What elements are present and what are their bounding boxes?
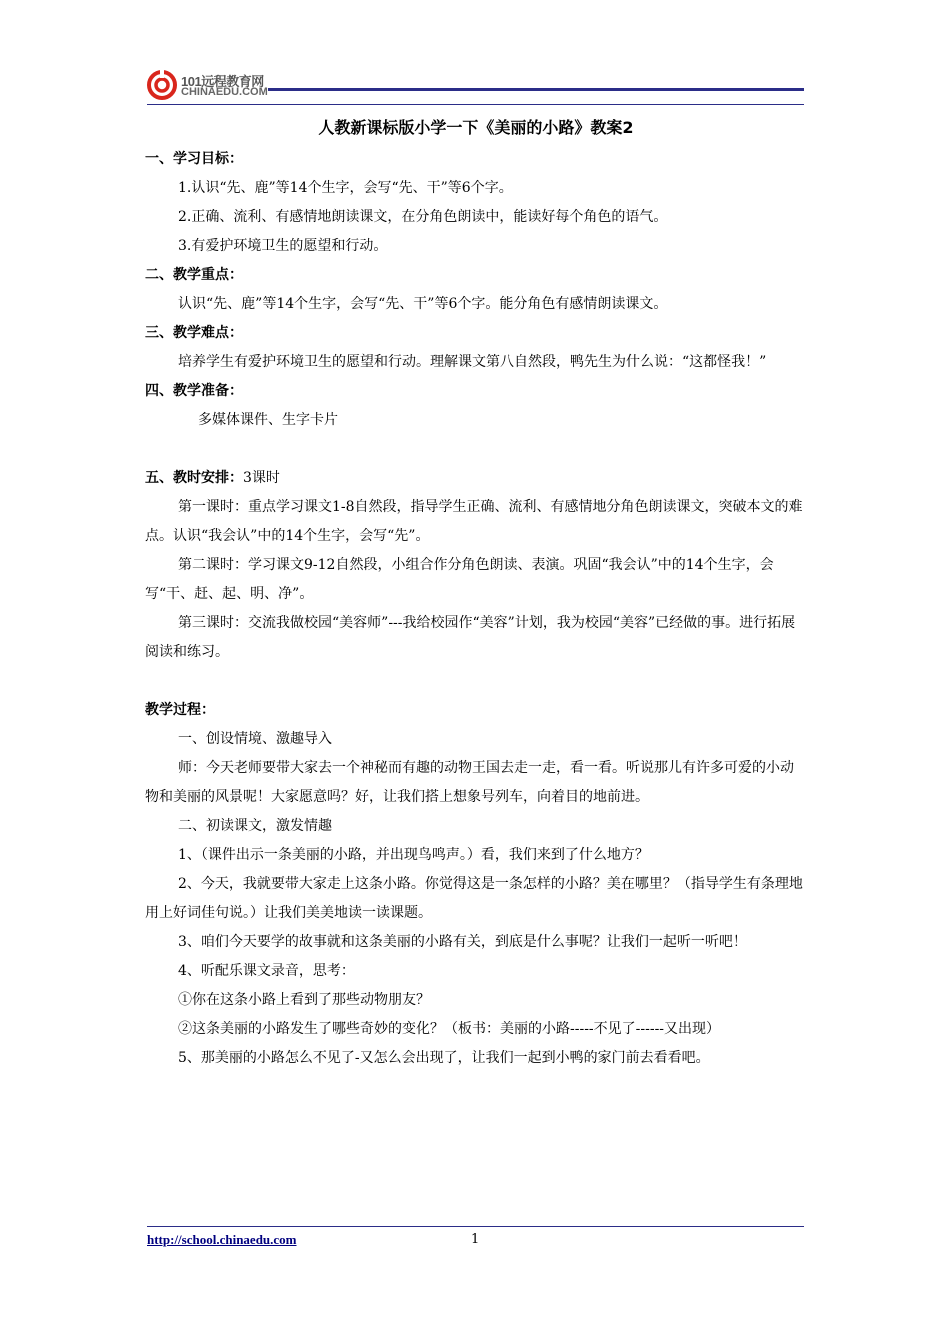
preparation-text: 多媒体课件、生字卡片 <box>198 412 338 428</box>
schedule-value: 3课时 <box>243 470 280 486</box>
footer-divider <box>147 1226 804 1227</box>
goal-item: 3.有爱护环境卫生的愿望和行动。 <box>178 238 388 254</box>
process-item: ①你在这条小路上看到了那些动物朋友？ <box>178 992 430 1008</box>
logo-text-en: CHINAEDU.COM <box>181 86 268 98</box>
process-item: ②这条美丽的小路发生了哪些奇妙的变化？（板书：美丽的小路-----不见了------又出现） <box>178 1021 721 1037</box>
process-item: 师：今天老师要带大家去一个神秘而有趣的动物王国去走一走，看一看。听说那儿有许多可爱的小动物和美丽的风景呢！大家愿意吗？好，让我们搭上想象号列车，向着目的地前进。 <box>145 760 794 805</box>
schedule-item: 第三课时：交流我做校园“美容师”---我给校园作“美容”计划，我为校园“美容”已经做的事。进行拓展阅读和练习。 <box>145 615 796 660</box>
difficulty-text: 培养学生有爱护环境卫生的愿望和行动。理解课文第八自然段，鸭先生为什么说：“这都怪我！” <box>178 354 767 370</box>
goal-item: 2.正确、流利、有感情地朗读课文，在分角色朗读中，能读好每个角色的语气。 <box>178 209 668 225</box>
process-item: 二、初读课文，激发情趣 <box>178 818 332 834</box>
focus-text: 认识“先、鹿”等14个生字，会写“先、干”等6个字。能分角色有感情朗读课文。 <box>178 296 668 312</box>
section-heading-goals: 一、学习目标： <box>145 151 243 167</box>
section-heading-process: 教学过程： <box>145 702 215 718</box>
schedule-line <box>145 464 807 493</box>
schedule-item: 第一课时：重点学习课文1-8自然段，指导学生正确、流利、有感情地分角色朗读课文，突破本文的难点。认识“我会认”中的14个生字，会写“先”。 <box>145 499 803 544</box>
document-title: 人教新课标版小学一下《美丽的小路》教案2 <box>318 118 634 137</box>
document-body <box>145 116 807 1073</box>
header-rule <box>268 88 804 91</box>
page-number: 1 <box>471 1232 480 1247</box>
section-heading-difficulty: 三、教学难点： <box>145 325 243 341</box>
process-item: 一、创设情境、激趣导入 <box>178 731 332 747</box>
process-item: 1、（课件出示一条美丽的小路，并出现鸟鸣声。）看，我们来到了什么地方？ <box>178 847 649 863</box>
logo-mark-icon <box>147 70 177 100</box>
header-divider <box>147 104 804 105</box>
section-heading-schedule: 五、教时安排： <box>145 470 243 486</box>
goal-item: 1.认识“先、鹿”等14个生字，会写“先、干”等6个字。 <box>178 180 513 196</box>
schedule-item: 第二课时：学习课文9-12自然段，小组合作分角色朗读、表演。巩固“我会认”中的14个生字，会写“干、赶、起、明、净”。 <box>145 557 774 602</box>
process-item: 3、咱们今天要学的故事就和这条美丽的小路有关，到底是什么事呢？让我们一起听一听吧！ <box>178 934 747 950</box>
process-item: 2、今天，我就要带大家走上这条小路。你觉得这是一条怎样的小路？美在哪里？（指导学生有条理地用上好词佳句说。）让我们美美地读一读课题。 <box>145 876 803 921</box>
section-heading-focus: 二、教学重点： <box>145 267 243 283</box>
process-item: 5、那美丽的小路怎么不见了-又怎么会出现了，让我们一起到小鸭的家门前去看看吧。 <box>178 1050 710 1066</box>
section-heading-preparation: 四、教学准备： <box>145 383 243 399</box>
footer-link[interactable]: http://school.chinaedu.com <box>147 1232 297 1247</box>
site-logo <box>147 70 277 102</box>
logo-text-cn: 101远程教育网 <box>181 74 264 89</box>
process-item: 4、听配乐课文录音，思考： <box>178 963 355 979</box>
